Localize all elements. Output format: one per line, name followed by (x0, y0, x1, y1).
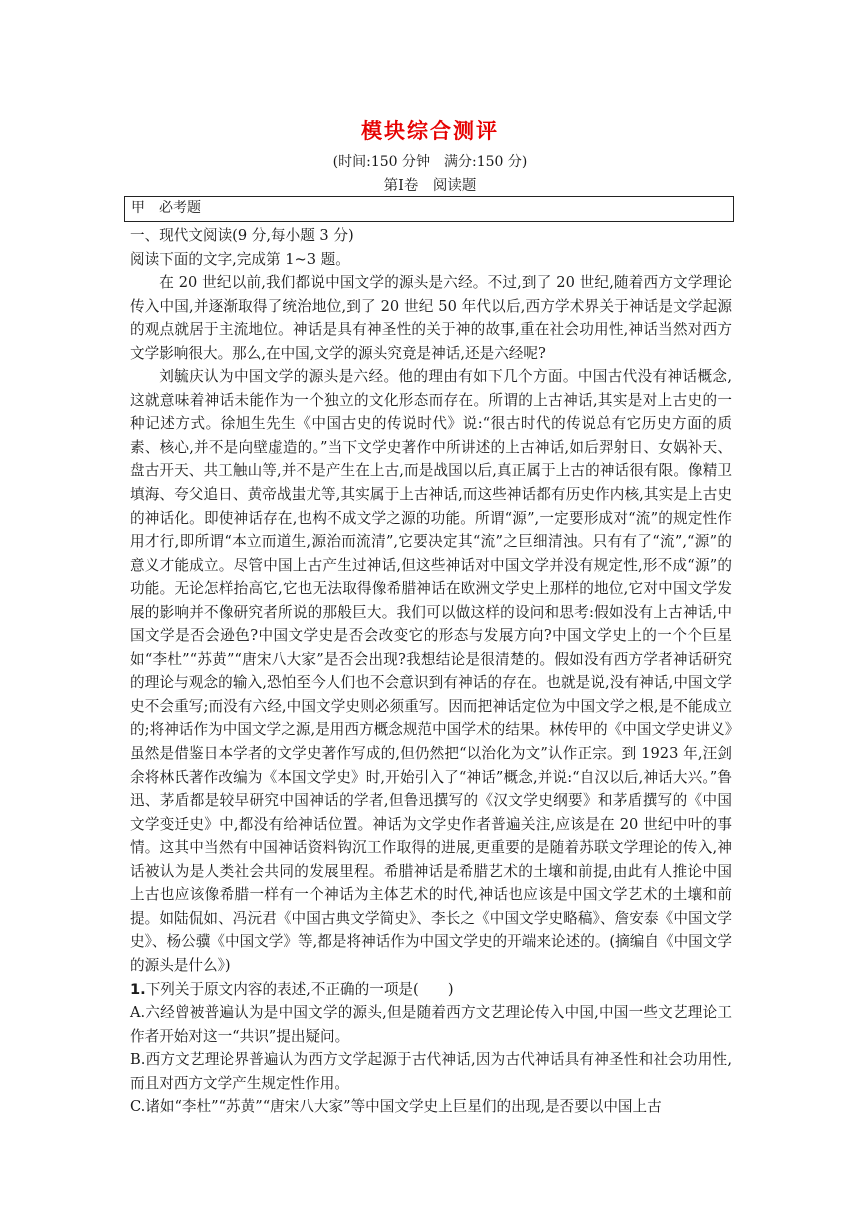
volume-title: 第Ⅰ卷 阅读题 (383, 178, 477, 194)
document-title: 模块综合测评 (361, 119, 499, 143)
question-1-number: 1. (130, 980, 146, 998)
section-instruction: 阅读下面的文字,完成第 1~3 题。 (130, 250, 350, 268)
question-1-stem (130, 978, 732, 1002)
question-1-option-b: B.西方文艺理论界普遍认为西方文学起源于古代神话,因为古代神话具有神圣性和社会功用性,而且对西方文学产生规定性作用。 (130, 1051, 732, 1092)
exam-time-score: (时间:150 分钟 满分:150 分) (332, 154, 528, 170)
document-body (130, 224, 732, 1119)
question-1-option-c: C.诸如“李杜”“苏黄”“唐宋八大家”等中国文学史上巨星们的出现,是否要以中国上古 (130, 1098, 662, 1116)
passage-paragraph-2: 刘毓庆认为中国文学的源头是六经。他的理由有如下几个方面。中国古代没有神话概念,这就意味着神话未能作为一个独立的文化形态而存在。所谓的上古神话,其实是对上古史的一种记述方式。徐旭生先生《中国古史的传说时代》说:“很古时代的传说总有它历史方面的质素、核心,并不是向壁虚造的。”当下文学史著作中所讲述的上古神话,如后羿射日、女娲补天、盘古开天、共工触山等,并不是产生在上古,而是战国以后,真正属于上古的神话很有限。像精卫填海、夸父追日、黄帝战蚩尤等,其实属于上古神话,而这些神话都有历史作内核,其实是上古史的神话化。即使神话存在,也构不成文学之源的功能。所谓“源”,一定要形成对“流”的规定性作用才行,即所谓“本立而道生,源治而流清”,它要决定其“流”之巨细清浊。只有有了“流”,“源”的意义才能成立。尽管中国上古产生过神话,但这些神话对中国文学并没有规定性,形不成“源”的功能。无论怎样抬高它,它也无法取得像希腊神话在欧洲文学史上那样的地位,它对中国文学发展的影响并不像研究者所说的那般巨大。我们可以做这样的设问和思考:假如没有上古神话,中国文学是否会逊色?中国文学史是否会改变它的形态与发展方向?中国文学史上的一个个巨星如“李杜”“苏黄”“唐宋八大家”是否会出现?我想结论是很清楚的。假如没有西方学者神话研究的理论与观念的输入,恐怕至今人们也不会意识到有神话的存在。也就是说,没有神话,中国文学史不会重写;而没有六经,中国文学史则必须重写。因而把神话定位为中国文学之根,是不能成立的;将神话作为中国文学之源,是用西方概念规范中国学术的结果。林传甲的《中国文学史讲义》虽然是借鉴日本学者的文学史著作写成的,但仍然把“以治化为文”认作正宗。到 1923 年,汪剑余将林氏著作改编为《本国文学史》时,开始引入了“神话”概念,并说:“自汉以后,神话大兴。”鲁迅、茅盾都是较早研究中国神话的学者,但鲁迅撰写的《汉文学史纲要》和茅盾撰写的《中国文学变迁史》中,都没有给神话位置。神话为文学史作者普遍关注,应该是在 20 世纪中叶的事情。这其中当然有中国神话资料钩沉工作取得的进展,更重要的是随着苏联文学理论的传入,神话被认为是人类社会共同的发展里程。希腊神话是希腊艺术的土壤和前提,由此有人推论中国上古也应该像希腊一样有一个神话为主体艺术的时代,神话也应该是中国文学艺术的土壤和前提。如陆侃如、冯沅君《中国古典文学简史》、李长之《中国文学史略稿》、詹安泰《中国文学史》、杨公骥《中国文学》等,都是将神话作为中国文学史的开端来论述的。(摘编自《中国文学的源头是什么》) (130, 368, 732, 974)
question-1-option-a: A.六经曾被普遍认为是中国文学的源头,但是随着西方文艺理论传入中国,中国一些文艺理论工作者开始对这一“共识”提出疑问。 (130, 1004, 732, 1045)
required-section-label: 甲 必考题 (131, 200, 201, 216)
section-heading: 一、现代文阅读(9 分,每小题 3 分) (130, 227, 354, 244)
passage-paragraph-1: 在 20 世纪以前,我们都说中国文学的源头是六经。不过,到了 20 世纪,随着西方文学理论传入中国,并逐渐取得了统治地位,到了 20 世纪 50 年代以后,西方学术界关于神话是文学起源的观点就居于主流地位。神话是具有神圣性的关于神的故事,重在社会功用性,神话当然对西方文学影响很大。那么,在中国,文学的源头究竟是神话,还是六经呢? (130, 274, 732, 362)
required-section-box (124, 196, 734, 222)
question-1-text: 下列关于原文内容的表述,不正确的一项是( ) (145, 980, 454, 998)
